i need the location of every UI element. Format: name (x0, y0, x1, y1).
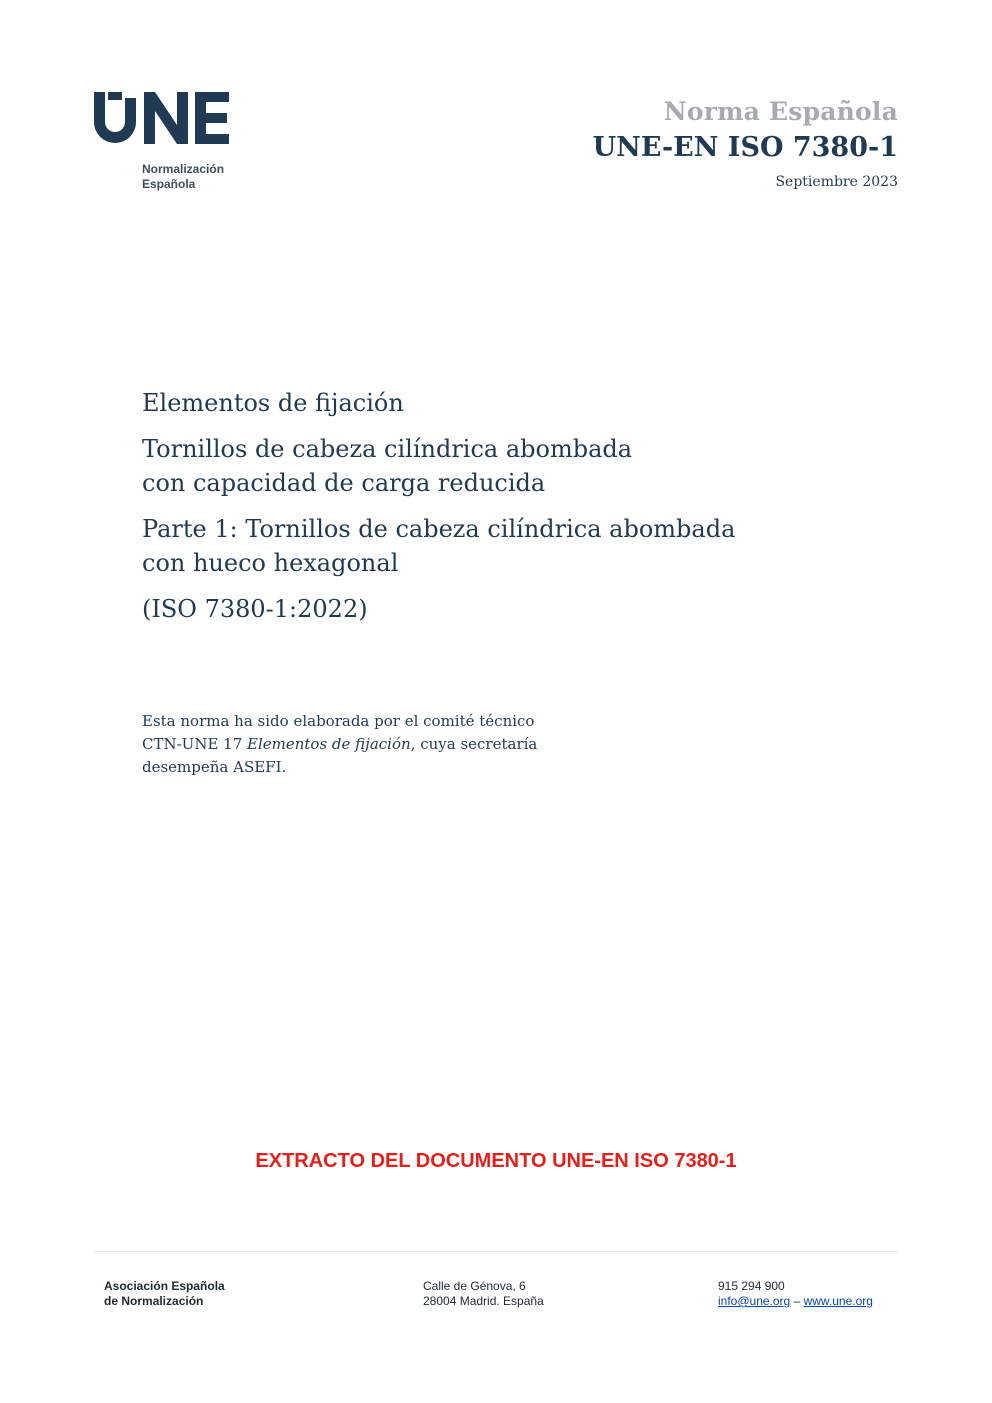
logo-subtitle-line1: Normalización (142, 162, 225, 176)
title-block-3 (142, 512, 842, 580)
title-line-1: Elementos de fijación (142, 389, 404, 417)
footer-org-line2: de Normalización (104, 1294, 204, 1308)
footer-divider (94, 1251, 898, 1252)
title-line-4: (ISO 7380-1:2022) (142, 595, 368, 623)
extract-notice: EXTRACTO DEL DOCUMENTO UNE-EN ISO 7380-1 (255, 1150, 737, 1172)
footer-organization (104, 1279, 225, 1309)
document-header (593, 96, 898, 190)
committee-prefix: CTN-UNE 17 (142, 735, 248, 753)
footer-address-line1: Calle de Génova, 6 (423, 1279, 526, 1293)
committee-line-1: Esta norma ha sido elaborada por el comité técnico (142, 712, 535, 730)
email-link[interactable]: info@une.org (718, 1294, 791, 1308)
footer-address (423, 1279, 544, 1309)
title-line-3b: con hueco hexagonal (142, 549, 399, 577)
title-line-2b: con capacidad de carga reducida (142, 469, 546, 497)
footer-link-separator: – (790, 1294, 804, 1308)
footer-org-line1: Asociación Española (104, 1279, 225, 1293)
title-line-3a: Parte 1: Tornillos de cabeza cilíndrica abombada (142, 515, 736, 543)
footer-links (718, 1294, 873, 1309)
norma-code: UNE-EN ISO 7380-1 (592, 132, 898, 163)
une-logo (92, 88, 232, 144)
title-line-2a: Tornillos de cabeza cilíndrica abombada (142, 435, 633, 463)
footer-address-line2: 28004 Madrid. España (423, 1294, 544, 1308)
committee-line-3: desempeña ASEFI. (142, 758, 287, 776)
committee-name: Elementos de fijación (247, 735, 411, 753)
footer-contact (718, 1279, 873, 1309)
norma-date: Septiembre 2023 (775, 174, 898, 190)
une-logo-mark (92, 88, 232, 144)
logo-subtitle-line2: Española (142, 177, 196, 191)
document-title (142, 386, 842, 626)
logo-subtitle (142, 162, 224, 192)
website-link[interactable]: www.une.org (803, 1294, 873, 1308)
norma-label: Norma Española (663, 97, 898, 126)
committee-note (142, 710, 662, 779)
committee-line-2 (142, 733, 662, 756)
committee-suffix: , cuya secretaría (410, 735, 538, 753)
footer-phone: 915 294 900 (718, 1279, 785, 1293)
title-block-2 (142, 432, 842, 500)
